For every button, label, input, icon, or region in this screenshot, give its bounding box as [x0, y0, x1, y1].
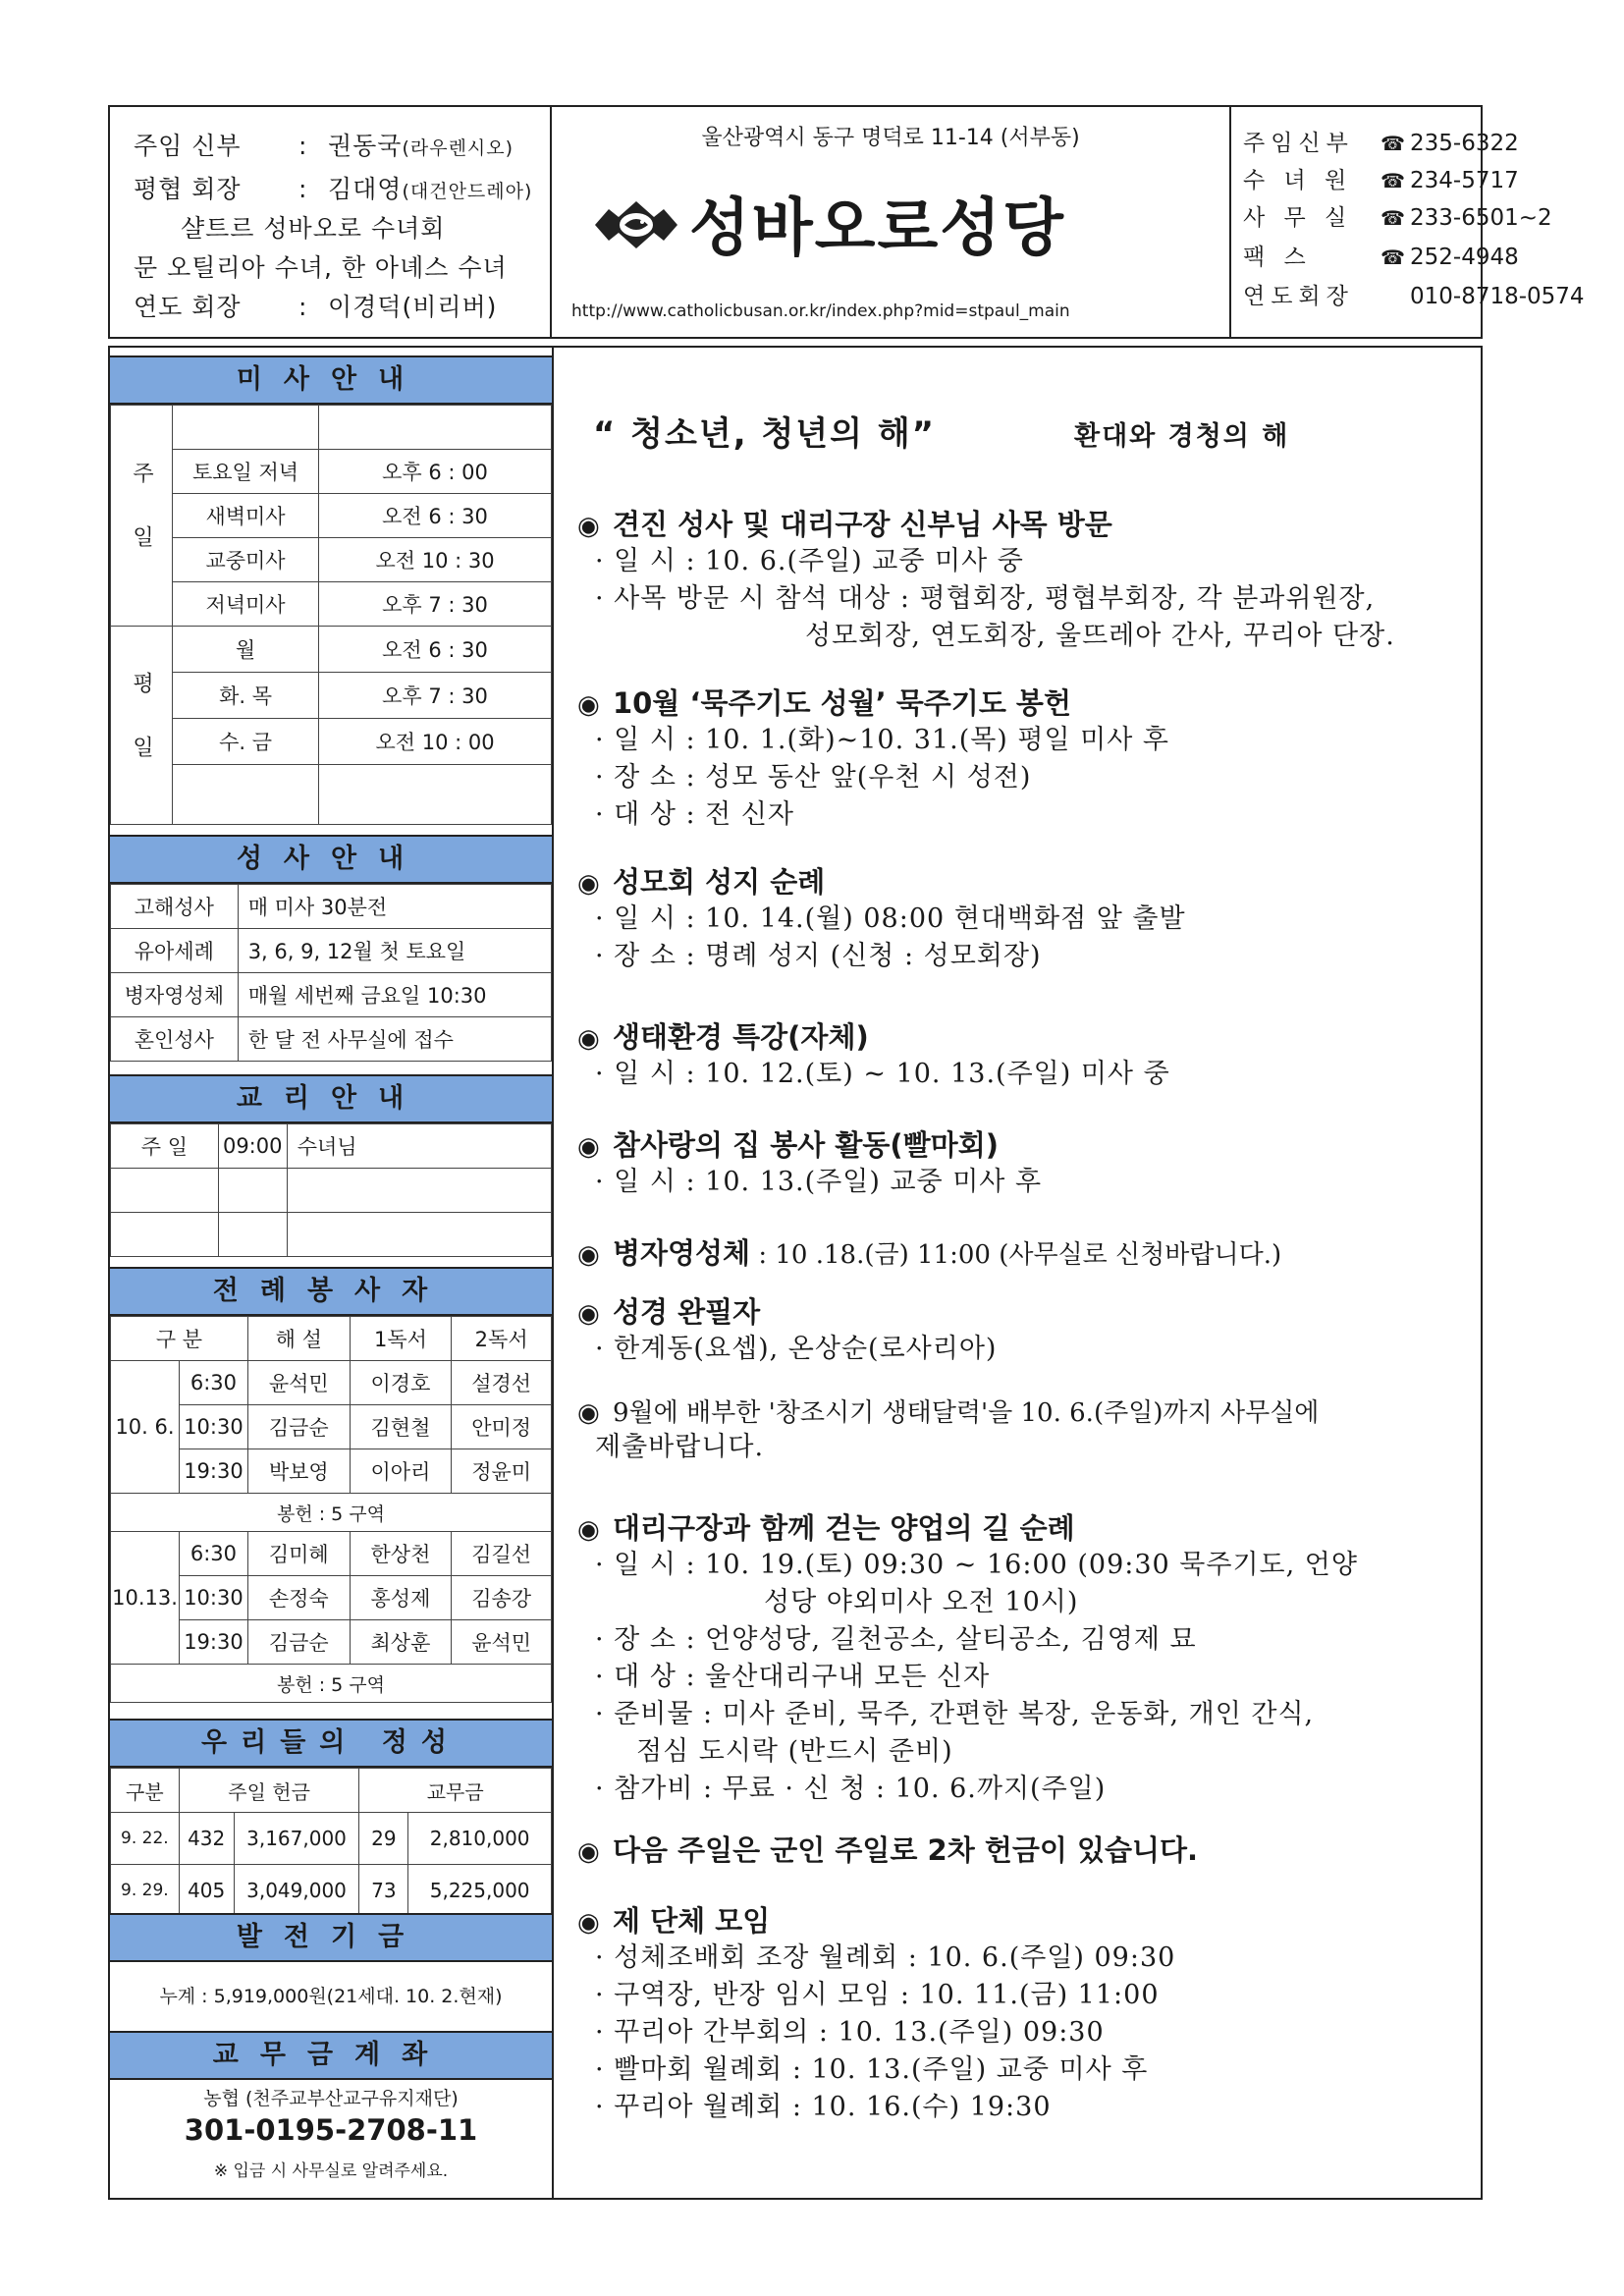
blank-cell [111, 1213, 219, 1257]
phone-icon: ☎ [1380, 206, 1405, 230]
sacrament-heading: 성사안내 [110, 835, 552, 884]
contact-label: 팩 스 [1243, 245, 1312, 270]
announcement-line: · 한계동(요셉), 온상순(로사리아) [595, 1334, 998, 1364]
bullet-icon: ◉ [577, 1908, 600, 1938]
bullet-icon: ◉ [577, 512, 600, 541]
announcement-line: · 장 소 : 성모 동산 앞(우천 시 성전) [595, 762, 1032, 793]
church-address: 울산광역시 동구 명덕로 11-14 (서부동) [701, 126, 1080, 150]
second-reader: 안미정 [452, 1405, 552, 1449]
mass-time: 10:30 [179, 1405, 247, 1449]
dues-count: 29 [359, 1813, 408, 1865]
sunday-amount: 3,049,000 [234, 1865, 359, 1917]
offering-date: 9. 29. [111, 1865, 180, 1917]
announcement-line: · 장 소 : 언양성당, 길천공소, 살티공소, 김영제 묘 [595, 1624, 1197, 1655]
announcement-line: · 대 상 : 전 신자 [595, 799, 795, 830]
mass-time: 19:30 [179, 1620, 247, 1665]
offerings-heading: 우리들의 정성 [110, 1719, 552, 1768]
announcement-detail: 9월에 배부한 '창조시기 생태달력'을 10. 6.(주일)까지 사무실에 [613, 1398, 1320, 1428]
convent-name: 샬트르 성바오로 수녀회 [181, 214, 446, 243]
first-reader: 최상훈 [350, 1620, 452, 1665]
mass-row [111, 719, 552, 765]
pastor-line: 주임 신부 : 권동국(라우렌시오) [134, 127, 514, 162]
table-row [111, 1017, 552, 1062]
fund-heading: 발전기금 [110, 1913, 552, 1962]
sunday-label [111, 406, 173, 627]
announcement-bible-transcription [577, 1290, 1481, 1368]
column-header: 구분 [111, 1769, 180, 1813]
church-title-block [552, 107, 1231, 337]
column-header: 교무금 [359, 1769, 552, 1813]
council-president-line: 평협 회장 : 김대영(대건안드레아) [134, 170, 532, 205]
announcement-line: · 사목 방문 시 참석 대상 : 평협회장, 평협부회장, 각 분과위원장, [595, 583, 1376, 614]
table-row [111, 885, 552, 929]
service-date: 10.13. [111, 1532, 180, 1665]
commentator: 박보영 [247, 1449, 350, 1494]
account-note: ※ 입금 시 사무실로 알려주세요. [213, 2161, 449, 2181]
contact-label: 주임신부 [1243, 131, 1354, 156]
first-reader: 한상천 [350, 1532, 452, 1576]
first-reader: 이경호 [350, 1361, 452, 1405]
bullet-icon: ◉ [577, 1299, 600, 1329]
table-row [111, 1124, 552, 1169]
table-row [111, 1361, 552, 1405]
bullet-icon: ◉ [577, 1837, 600, 1867]
church-logo-icon [591, 195, 681, 254]
announcement-title: 참사랑의 집 봉사 활동(빨마회) [613, 1128, 999, 1162]
mass-time: 6:30 [179, 1361, 247, 1405]
blank-cell [218, 1213, 287, 1257]
sacrament-info: 한 달 전 사무실에 접수 [238, 1017, 551, 1062]
announcement-line: 성모회장, 연도회장, 울뜨레아 간사, 꾸리아 단장. [805, 621, 1395, 651]
bullet-icon: ◉ [577, 869, 600, 899]
sisters-names: 문 오틸리아 수녀, 한 아녜스 수녀 [134, 253, 508, 282]
mass-time: 오후 7 : 30 [319, 673, 552, 719]
announcement-line: · 대 상 : 울산대리구내 모든 신자 [595, 1662, 991, 1692]
column-header: 해 설 [247, 1317, 350, 1361]
mass-row [111, 673, 552, 719]
announcement-title: 제 단체 모임 [613, 1904, 771, 1938]
contact-yeondo [1243, 278, 1585, 310]
column-header: 주일 헌금 [179, 1769, 359, 1813]
commentator: 윤석민 [247, 1361, 350, 1405]
announcement-title: 다음 주일은 군인 주일로 2차 헌금이 있습니다. [613, 1833, 1199, 1867]
announcement-sick-communion [577, 1231, 1481, 1272]
commentator: 김금순 [247, 1405, 350, 1449]
sacrament-name: 유아세례 [111, 929, 239, 973]
announcement-line: · 일 시 : 10. 12.(토) ~ 10. 13.(주일) 미사 중 [595, 1059, 1170, 1089]
contact-pastor [1243, 125, 1519, 157]
account-heading: 교무금계좌 [110, 2031, 552, 2080]
sunday-count: 405 [179, 1865, 234, 1917]
mass-time: 6:30 [179, 1532, 247, 1576]
announcement-line: 성당 야외미사 오전 10시) [764, 1587, 1079, 1617]
catechism-heading: 교리안내 [110, 1074, 552, 1123]
bullet-icon: ◉ [577, 1132, 600, 1162]
fund-total: 누계 : 5,919,000원(21세대. 10. 2.현재) [159, 1986, 503, 2007]
sacrament-name: 병자영성체 [111, 973, 239, 1017]
announcement-title: 10월 ‘묵주기도 성월’ 묵주기도 봉헌 [613, 686, 1071, 720]
contact-number: 234-5717 [1410, 168, 1519, 193]
announcement-line: · 꾸리아 간부회의 : 10. 13.(주일) 09:30 [595, 2017, 1105, 2048]
mass-row [111, 494, 552, 538]
yeondo-president-name: 이경덕(비리버) [328, 293, 498, 321]
announcement-title: 생태환경 특강(자체) [613, 1020, 869, 1054]
table-row [111, 929, 552, 973]
announcement-title: 대리구장과 함께 걷는 양업의 길 순례 [613, 1511, 1075, 1545]
first-reader: 이아리 [350, 1449, 452, 1494]
sidebar [110, 348, 554, 2198]
contact-number: 233-6501~2 [1410, 205, 1552, 231]
announcement-line: 점심 도시락 (반드시 준비) [636, 1736, 953, 1767]
announcement-line: · 일 시 : 10. 13.(주일) 교중 미사 후 [595, 1167, 1043, 1197]
announcement-title: 병자영성체 [613, 1236, 751, 1270]
contact-label: 수 녀 원 [1243, 168, 1353, 193]
table-row [111, 1865, 552, 1917]
announcement-line: · 준비물 : 미사 준비, 묵주, 간편한 복장, 운동화, 개인 간식, [595, 1699, 1315, 1729]
phone-icon: ☎ [1380, 246, 1405, 269]
offering-row [111, 1494, 552, 1532]
announcement-eco-calendar [577, 1393, 1481, 1466]
announcement-line: · 성체조배회 조장 월례회 : 10. 6.(주일) 09:30 [595, 1942, 1176, 1973]
blank-cell [319, 765, 552, 825]
catechism-teacher: 수녀님 [287, 1124, 551, 1169]
bullet-icon: ◉ [577, 1024, 600, 1054]
sacrament-info: 3, 6, 9, 12월 첫 토요일 [238, 929, 551, 973]
phone-icon: ☎ [1380, 169, 1405, 192]
bulletin-header [108, 105, 1585, 339]
announcement-second-collection [577, 1829, 1481, 1869]
second-reader: 김송강 [452, 1576, 552, 1620]
weekday-label [111, 627, 173, 825]
announcement-pilgrimage [577, 860, 1481, 975]
blank-cell [111, 1169, 219, 1213]
mass-time: 10:30 [179, 1576, 247, 1620]
mass-time: 오후 7 : 30 [319, 582, 552, 627]
column-header: 구 분 [111, 1317, 248, 1361]
dues-count: 73 [359, 1865, 408, 1917]
offering-row [111, 1665, 552, 1703]
church-name: 성바오로성당 [689, 192, 1065, 265]
table-header-row [111, 1769, 552, 1813]
sacrament-name: 고해성사 [111, 885, 239, 929]
liturgy-heading: 전례봉사자 [110, 1267, 552, 1316]
table-row [111, 973, 552, 1017]
mass-schedule-table [110, 405, 552, 825]
mass-time: 오후 6 : 00 [319, 450, 552, 494]
table-header-row [111, 1317, 552, 1361]
contact-list [1231, 107, 1585, 337]
first-reader: 홍성제 [350, 1576, 452, 1620]
catechism-day: 주 일 [111, 1124, 219, 1169]
blank-cell [319, 406, 552, 450]
mass-time: 오전 10 : 00 [319, 719, 552, 765]
mass-name: 토요일 저녁 [173, 450, 319, 494]
announcement-title: 견진 성사 및 대리구장 신부님 사목 방문 [613, 508, 1112, 541]
mass-name: 화. 목 [173, 673, 319, 719]
table-row [111, 1532, 552, 1576]
mass-time: 오전 6 : 30 [319, 627, 552, 673]
pastor-name: 권동국 [328, 132, 403, 160]
mass-time: 19:30 [179, 1449, 247, 1494]
announcements [554, 348, 1481, 2198]
announcement-line: · 참가비 : 무료 · 신 청 : 10. 6.까지(주일) [595, 1774, 1107, 1804]
mass-row [111, 582, 552, 627]
mass-name: 저녁미사 [173, 582, 319, 627]
announcement-line: · 일 시 : 10. 6.(주일) 교중 미사 중 [595, 546, 1024, 576]
announcement-line: · 빨마회 월례회 : 10. 13.(주일) 교중 미사 후 [595, 2054, 1149, 2085]
sacrament-info: 매월 세번째 금요일 10:30 [238, 973, 551, 1017]
second-reader: 정윤미 [452, 1449, 552, 1494]
contact-office [1243, 199, 1552, 232]
table-row [111, 1813, 552, 1865]
contact-number: 235-6322 [1410, 131, 1519, 156]
commentator: 김금순 [247, 1620, 350, 1665]
contact-convent [1243, 162, 1519, 194]
contact-fax [1243, 239, 1519, 271]
weekday-label-text: 평 일 [129, 671, 154, 775]
announcement-detail: : 10 .18.(금) 11:00 (사무실로 신청바랍니다.) [750, 1240, 1282, 1270]
mass-schedule-heading: 미사안내 [110, 355, 552, 405]
bullet-icon: ◉ [577, 1515, 600, 1545]
mass-time: 오전 6 : 30 [319, 494, 552, 538]
offering-date: 9. 22. [111, 1813, 180, 1865]
announcement-yangeop-pilgrimage [577, 1506, 1481, 1808]
council-president-name: 김대영 [328, 175, 403, 203]
mass-name: 월 [173, 627, 319, 673]
column-header: 2독서 [452, 1317, 552, 1361]
bullet-icon: ◉ [577, 1398, 600, 1428]
announcement-title: 성모회 성지 순례 [613, 865, 826, 899]
announcement-confirmation [577, 503, 1481, 655]
sacrament-table [110, 884, 552, 1062]
liturgy-table [110, 1316, 552, 1703]
mass-time: 오전 10 : 30 [319, 538, 552, 582]
mass-name: 새벽미사 [173, 494, 319, 538]
announcement-line: · 구역장, 반장 임시 모임 : 10. 11.(금) 11:00 [595, 1980, 1160, 2010]
sunday-count: 432 [179, 1813, 234, 1865]
commentator: 손정숙 [247, 1576, 350, 1620]
announcement-line: · 일 시 : 10. 1.(화)~10. 31.(목) 평일 미사 후 [595, 725, 1169, 755]
announcement-line: 제출바랍니다. [595, 1432, 765, 1462]
mass-name: 수. 금 [173, 719, 319, 765]
pastor-label: 주임 신부 [134, 132, 242, 160]
blank-cell [173, 765, 319, 825]
mass-row [111, 627, 552, 673]
year-theme-subtitle: 환대와 경청의 해 [1074, 421, 1290, 452]
yeondo-president-line: 연도 회장 : 이경덕(비리버) [134, 288, 497, 323]
phone-icon: ☎ [1380, 132, 1405, 155]
sunday-label-text: 주 일 [129, 462, 154, 565]
offerings-table [110, 1768, 552, 1917]
contact-label: 사 무 실 [1243, 205, 1353, 231]
announcement-title: 성경 완필자 [613, 1295, 761, 1329]
commentator: 김미혜 [247, 1532, 350, 1576]
second-reader: 설경선 [452, 1361, 552, 1405]
pastor-baptismal-name: (라우렌시오) [402, 137, 514, 159]
blank-cell [287, 1169, 551, 1213]
contact-number: 010-8718-0574 [1410, 284, 1585, 309]
catechism-time: 09:00 [218, 1124, 287, 1169]
service-date: 10. 6. [111, 1361, 180, 1494]
column-header: 1독서 [350, 1317, 452, 1361]
announcement-line: · 꾸리아 월례회 : 10. 16.(수) 19:30 [595, 2092, 1052, 2122]
announcement-ecology-lecture [577, 1015, 1481, 1093]
council-label: 평협 회장 [134, 175, 242, 203]
yeondo-label: 연도 회장 [134, 293, 242, 321]
first-reader: 김현철 [350, 1405, 452, 1449]
sunday-amount: 3,167,000 [234, 1813, 359, 1865]
announcement-line: · 일 시 : 10. 19.(토) 09:30 ~ 16:00 (09:30 묵주기도, 언양 [595, 1550, 1358, 1580]
offering-district: 봉헌 : 5 구역 [111, 1494, 552, 1532]
church-website-link[interactable]: http://www.catholicbusan.or.kr/index.php?mid=stpaul_main [571, 301, 1070, 321]
blank-cell [287, 1213, 551, 1257]
staff-info [110, 107, 552, 337]
dues-amount: 5,225,000 [408, 1865, 552, 1917]
sacrament-info: 매 미사 30분전 [238, 885, 551, 929]
mass-row [111, 450, 552, 494]
dues-amount: 2,810,000 [408, 1813, 552, 1865]
bank-name: 농협 (천주교부산교구유지재단) [203, 2088, 459, 2109]
council-baptismal-name: (대건안드레아) [402, 181, 533, 202]
blank-cell [218, 1169, 287, 1213]
bulletin-body [108, 346, 1483, 2200]
mass-row [111, 538, 552, 582]
announcement-line: · 일 시 : 10. 14.(월) 08:00 현대백화점 앞 출발 [595, 903, 1186, 934]
contact-label: 연도회장 [1243, 284, 1354, 309]
bullet-icon: ◉ [577, 690, 600, 720]
announcement-volunteer [577, 1123, 1481, 1201]
announcement-rosary-month [577, 682, 1481, 834]
blank-cell [173, 406, 319, 450]
announcement-group-meetings [577, 1899, 1481, 2126]
bullet-icon: ◉ [577, 1240, 600, 1270]
second-reader: 윤석민 [452, 1620, 552, 1665]
mass-name: 교중미사 [173, 538, 319, 582]
contact-number: 252-4948 [1410, 245, 1519, 270]
offering-district: 봉헌 : 5 구역 [111, 1665, 552, 1703]
catechism-table [110, 1123, 552, 1257]
second-reader: 김길선 [452, 1532, 552, 1576]
year-theme-title: “ 청소년, 청년의 해” [593, 414, 937, 454]
sacrament-name: 혼인성사 [111, 1017, 239, 1062]
announcement-line: · 장 소 : 명례 성지 (신청 : 성모회장) [595, 941, 1042, 971]
account-number: 301-0195-2708-11 [184, 2113, 478, 2147]
